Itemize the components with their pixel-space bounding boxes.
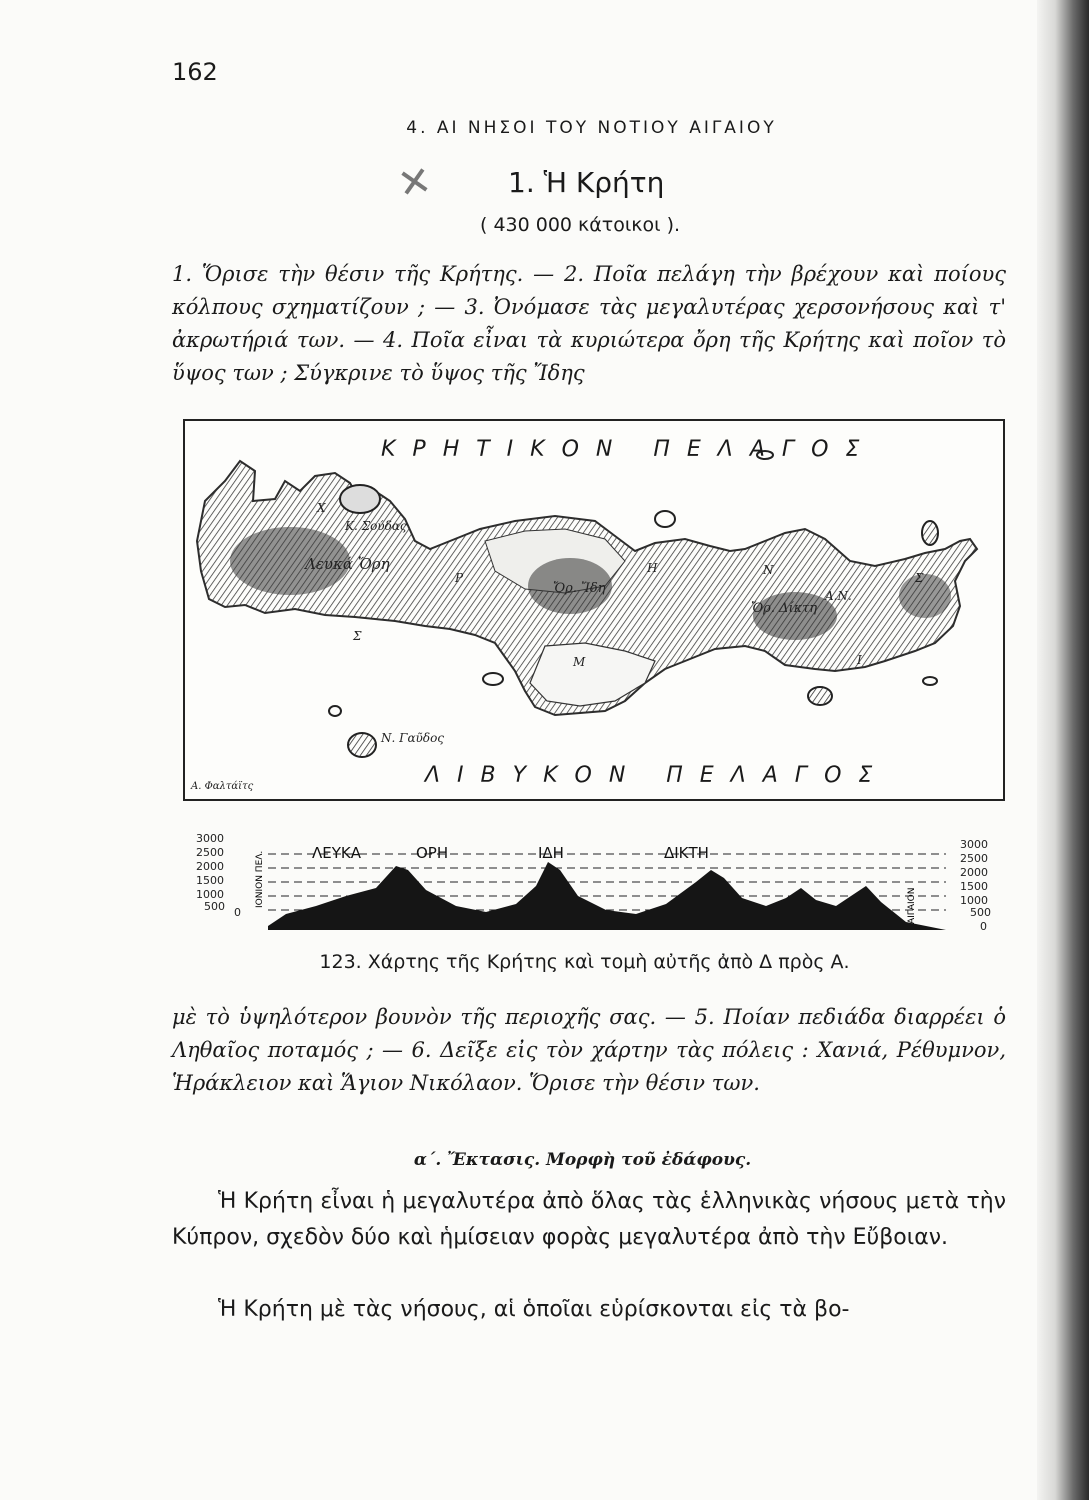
section-title: 1. Ἡ Κρήτη (508, 166, 665, 199)
sitia-massif (899, 574, 951, 618)
right-scale-2000: 2000 (960, 866, 988, 879)
review-questions-part1: 1. Ὅρισε τὴν θέσιν τῆς Κρήτης. — 2. Ποῖα πελάγη τὴν βρέχουν καὶ ποίους κόλπους σχηματίζουν ; — 3. Ὀνόμασε τὰς μεγαλυτέρας χερσονήσους καὶ τ' ἀκρωτήριά των. — 4. Ποῖα εἶναι τὰ κυριώτερα ὄρη τῆς Κρήτης καὶ ποῖον τὸ ὕψος των ; Σύγκρινε τὸ ὕψος τῆς Ἴδης (172, 262, 1006, 385)
right-scale-1000: 1000 (960, 894, 988, 907)
islet (923, 677, 937, 685)
islet (329, 706, 341, 716)
map-label-gavdos: Ν. Γαῦδος (381, 731, 445, 745)
west-label: ΙΟΝΙΟΝ ΠΕΛ. (255, 850, 265, 908)
map-label-dikti: Ὄρ. Δίκτη (751, 601, 818, 616)
sea-label-south: ΛΙΒΥΚΟΝ ΠΕΛΑΓΟΣ (425, 763, 890, 788)
sea-label-north: ΚΡΗΤΙΚΟΝ ΠΕΛΑΓΟΣ (381, 437, 877, 462)
page-binding-shadow (1037, 0, 1089, 1500)
map-label-lefka-ori: Λευκά Ὄρη (305, 555, 390, 573)
map-label-ida: Ὄρ. Ἴδη (553, 581, 606, 596)
peak-label-lefka: ΛΕΥΚΑ (312, 844, 361, 862)
islet (655, 511, 675, 527)
population-note: ( 430 000 κάτοικοι ). (480, 214, 681, 236)
map-author: Α. Φαλτάϊτς (191, 781, 254, 792)
elevation-profile (186, 826, 1006, 938)
right-scale-3000: 3000 (960, 838, 988, 851)
left-scale-0: 0 (234, 906, 241, 919)
chapter-heading: 4. ΑΙ ΝΗΣΟΙ ΤΟΥ ΝΟΤΙΟΥ ΑΙΓΑΙΟΥ (406, 118, 777, 138)
left-scale-500: 500 (204, 900, 225, 913)
peak-label-ori: ΟΡΗ (416, 844, 449, 862)
gavdos-island (348, 733, 376, 757)
right-scale-2500: 2500 (960, 852, 988, 865)
map-label-neapoli: Ν (763, 563, 774, 577)
figure-caption: 123. Χάρτης τῆς Κρήτης καὶ τομὴ αὐτῆς ἀπὸ Δ πρὸς Α. (319, 951, 850, 973)
map-label-chania: X (317, 501, 326, 515)
map-label-rethymno: Ρ (455, 571, 464, 585)
margin-mark: ✕ (394, 157, 436, 209)
right-scale-1500: 1500 (960, 880, 988, 893)
right-scale-500: 500 (970, 906, 991, 919)
islet (922, 521, 938, 545)
left-scale-2000: 2000 (196, 860, 224, 873)
body-paragraph-2: Ἡ Κρήτη μὲ τὰς νήσους, αἱ ὁποῖαι εὑρίσκονται εἰς τὰ βο- (218, 1297, 850, 1322)
map-label-ierapetra: Ι (857, 653, 862, 667)
crete-map-drawing (185, 421, 1003, 799)
profile-drawing (186, 826, 1006, 938)
islet (483, 673, 503, 685)
islet (808, 687, 832, 705)
left-scale-1000: 1000 (196, 888, 224, 901)
map-label-sfakia: Σ (353, 629, 362, 643)
left-scale-1500: 1500 (196, 874, 224, 887)
islet (340, 485, 380, 513)
map-label-souda: Κ. Σούδας (345, 519, 407, 533)
body-paragraph-1: Ἡ Κρήτη εἶναι ἡ μεγαλυτέρα ἀπὸ ὅλας τὰς ἑλληνικὰς νήσους μετὰ τὴν Κύπρον, σχεδὸν δύο καὶ ἡμίσειαν φορὰς μεγαλυτέρα ἀπὸ τὴν Εὔβοιαν. (172, 1189, 1006, 1250)
east-label: ΑΙΓΑΙΟΝ (907, 887, 917, 924)
left-scale-3000: 3000 (196, 832, 224, 845)
subsection-heading: α΄. Ἔκτασις. Μορφὴ τοῦ ἐδάφους. (413, 1150, 752, 1170)
review-questions-part2: μὲ τὸ ὑψηλότερον βουνὸν τῆς περιοχῆς σας. — 5. Ποίαν πεδιάδα διαρρέει ὁ Ληθαῖος ποταμός ; — 6. Δεῖξε εἰς τὸν χάρτην τὰς πόλεις : Χανιά, Ρέθυμνον, Ἡράκλειον καὶ Ἅγιον Νικόλαον. Ὅρισε τὴν θέσιν των. (172, 1005, 1006, 1095)
peak-label-idi: ΙΔΗ (538, 844, 564, 862)
map-label-messara: Μ (573, 655, 586, 669)
left-scale-2500: 2500 (196, 846, 224, 859)
map-label-sitia: Σ (915, 571, 924, 585)
crete-map (183, 419, 1005, 801)
map-label-agios-nikolaos: Α.Ν. (825, 589, 852, 603)
page-number: 162 (172, 58, 218, 86)
map-label-heraklion: Η (647, 561, 658, 575)
peak-label-dikti: ΔΙΚΤΗ (664, 844, 709, 862)
right-scale-0: 0 (980, 920, 987, 933)
